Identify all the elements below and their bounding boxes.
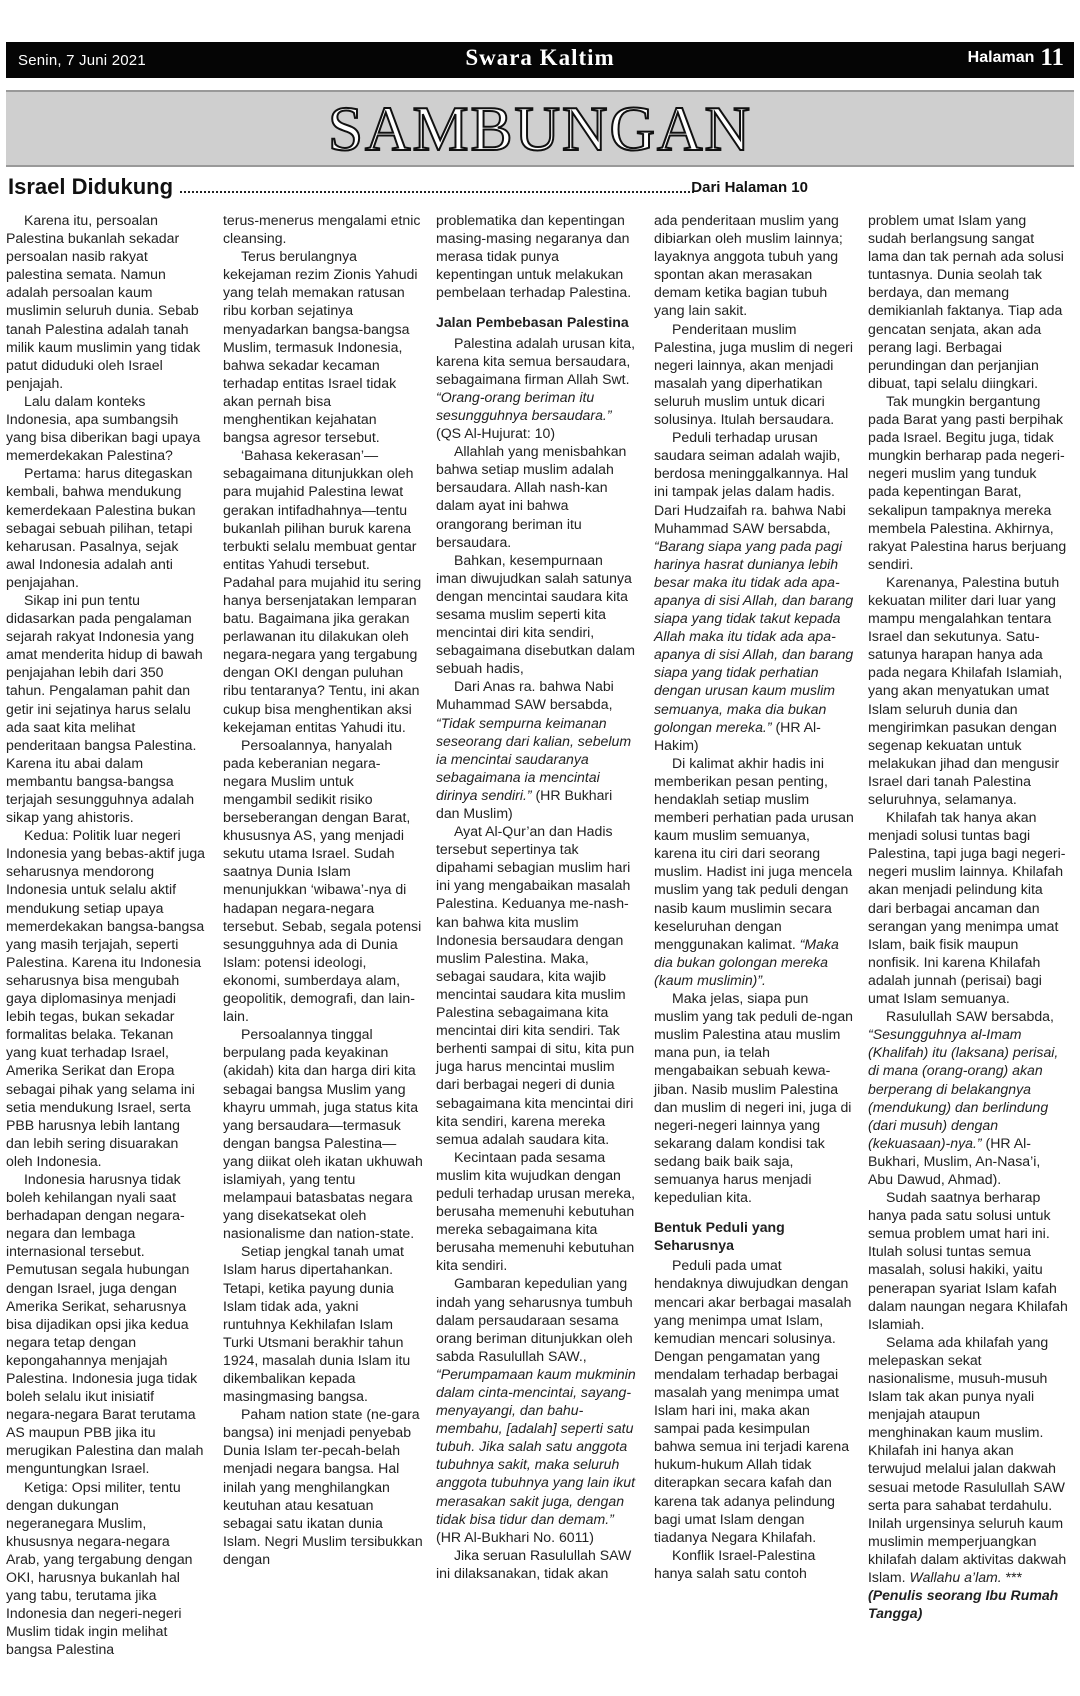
paragraph [436, 1274, 636, 1545]
citation: (HR Al-Hakim) [654, 718, 821, 753]
citation: (HR Al-Bukhari No. 6011) [436, 1528, 594, 1545]
text-column-3 [436, 211, 636, 1582]
paragraph-text: Sudah saatnya berharap hanya pada satu solusi untuk semua problem umat hari ini. Itulah solusi tuntas semua masalah, solusi hakiki, yaitu penerapan syariat Islam kafah dalam naungan negara Khilafah Islamiah. [868, 1189, 1068, 1332]
paragraph [6, 392, 206, 464]
paragraph-text: Lalu dalam konteks Indonesia, apa sumbangsih yang bisa diberikan bagi upaya memerdekakan Palestina? [6, 392, 201, 464]
citation: (QS Al-Hujurat: 10) [436, 425, 556, 442]
paragraph [654, 1546, 854, 1582]
paragraph-text: Palestina adalah urusan kita, karena kita semua bersaudara, sebagaimana firman Allah Swt. [436, 334, 635, 387]
paragraph-text: Rasulullah SAW bersabda, [886, 1008, 1054, 1025]
paragraph [436, 822, 636, 1148]
quotation: “Barang siapa yang pada pagi harinya hasrat dunianya lebih besar maka itu tidak ada apa-apanya di sisi Allah, dan barang siapa yang tidak takut kepada Allah maka itu tidak ada apa-apanya di sisi Allah, dan barang siapa yang tidak perhatian dengan urusan kaum muslim semuanya, maka dia bukan golongan mereka.” [654, 537, 854, 735]
paragraph-text: Indonesia harusnya tidak boleh kehilangan nyali saat berhadapan dengan negara-negara dan lembaga internasional tersebut. Pemutusan segala hubungan dengan Israel, juga dengan Amerika Serikat, seharusnya bisa dijadikan opsi jika kedua negara tetap dengan kepongahannya menjajah Palestina. Indonesia juga tidak boleh selalu ikut inisiatif negara-negara Barat terutama AS maupun PBB jika itu merugikan Palestina dan malah menguntungkan Israel. [6, 1170, 204, 1477]
text-column-1 [6, 211, 206, 1659]
paragraph [654, 989, 854, 1206]
paragraph [436, 1546, 636, 1582]
text-column-2 [223, 211, 423, 1568]
paragraph-text: Karena itu, persoalan Palestina bukanlah sekadar persoalan nasib rakyat palestina semata. Namun adalah persoalan kaum muslimin seluruh dunia. Sebab tanah Palestina adalah tanah milik kaum muslimin yang tidak patut diduduki oleh Israel penjajah. [6, 212, 201, 391]
text-column-4 [654, 211, 854, 1582]
paragraph [654, 211, 854, 320]
quotation: “Orang-orang beriman itu sesungguhnya bersaudara.” [436, 388, 612, 423]
paragraph-text: Di kalimat akhir hadis ini memberikan pesan penting, hendaklah setiap muslim memberi perhatian pada urusan kaum muslim semuanya, karena itu ciri dari seorang muslim. Hadist ini juga mencela muslim yang tak peduli dengan nasib kaum muslimin secara keseluruhan dengan menggunakan kalimat. [654, 754, 854, 952]
section-banner [6, 90, 1074, 167]
paragraph-text: Maka jelas, siapa pun muslim yang tak peduli de-ngan muslim Palestina atau muslim mana pun, ia telah mengabaikan sebuah kewa-jiban. Nasib muslim Palestina dan muslim di negeri ini, juga di negeri-negeri lainnya yang sekarang dalam kondisi tak sedang baik baik saja, semuanya harus menjadi kepedulian kita. [654, 990, 853, 1206]
section-title: SAMBUNGAN [327, 94, 753, 164]
paragraph [654, 428, 854, 754]
paragraph-text: Kecintaan pada sesama muslim kita wujudkan dengan peduli terhadap urusan mereka, berusaha memenuhi kebutuhan mereka sebagaimana kita berusaha memenuhi kebutuhan kita sendiri. [436, 1148, 636, 1274]
paragraph [6, 464, 206, 591]
paragraph-text: Selama ada khilafah yang melepaskan sekat nasionalisme, musuh-musuh Islam tak akan punya nyali menjajah ataupun menghinakan kaum muslim. Khilafah ini hanya akan terwujud melalui jalan dakwah sesuai metode Rasulullah SAW serta para sahabat terdahulu. Inilah urgensinya seluruh kaum muslimin memperjuangkan khilafah dalam aktivitas dakwah Islam. [868, 1333, 1067, 1586]
paragraph-text: Karenanya, Palestina butuh kekuatan militer dari luar yang mampu mengalahkan tentara Israel dan sekutunya. Satu-satunya harapan hanya ada pada negara Khilafah Islamiah, yang akan menyatukan umat Islam seluruh dunia dan mengirimkan pasukan dengan segenap kekuatan untuk melakukan jihad dan mengusir Israel dari tanah Palestina seluruhnya, selamanya. [868, 573, 1063, 807]
paragraph [6, 1170, 206, 1478]
paragraph [223, 247, 423, 446]
paragraph [654, 320, 854, 429]
paragraph-text: problematika dan kepentingan masing-masing negaranya dan merasa tidak punya kepentingan untuk melakukan pembelaan terhadap Palestina. [436, 212, 632, 301]
paragraph-text: ‘Bahasa kekerasan’—sebagaimana ditunjukkan oleh para mujahid Palestina lewat gerakan intifadhahnya—tentu bukanlah pilihan buruk karena terbukti selalu membuat gentar entitas Yahudi tersebut. Padahal para mujahid itu sering hanya bersenjatakan lemparan batu. Bagaimana jika gerakan perlawanan itu dilakukan oleh negara-negara yang tergabung dengan OKI dengan puluhan ribu tentaranya? Tentu, ini akan cukup bisa menghentikan aksi kekejaman entitas Yahudi itu. [223, 447, 422, 735]
subheading: Bentuk Peduli yang Seharusnya [654, 1219, 785, 1254]
paragraph [223, 1242, 423, 1405]
paragraph [436, 442, 636, 551]
paragraph [654, 1256, 854, 1546]
paragraph-text: Dari Anas ra. bahwa Nabi Muhammad SAW bersabda, [436, 678, 614, 713]
paragraph [6, 826, 206, 1170]
paragraph [868, 1333, 1068, 1586]
newspaper-name: Swara Kaltim [465, 45, 615, 70]
issue-date: Senin, 7 Juni 2021 [18, 52, 146, 69]
paragraph [868, 1007, 1068, 1188]
paragraph [6, 211, 206, 392]
paragraph [6, 1478, 206, 1659]
quotation: “Sesungguhnya al-Imam (Khalifah) itu (laksana) perisai, di mana (orang-orang) akan berperang di belakangnya (mendukung) dan berlindung (dari musuh) dengan (kekuasaan)-nya.” [868, 1026, 1059, 1151]
paragraph-text: Jika seruan Rasulullah SAW ini dilaksanakan, tidak akan [436, 1546, 632, 1581]
paragraph [868, 211, 1068, 392]
page-indicator [968, 44, 1064, 72]
paragraph-text: Ketiga: Opsi militer, tentu dengan dukungan negeranegara Muslim, khususnya negara-negara Arab, yang tergabung dengan OKI, harusnya bukanlah hal yang tabu, terutama jika Indonesia dan negeri-negeri Muslim tidak ingin melihat bangsa Palestina [6, 1478, 193, 1658]
paragraph [223, 1405, 423, 1568]
paragraph-text: Konflik Israel-Palestina hanya salah satu contoh [654, 1546, 816, 1581]
paragraph-text: Gambaran kepedulian yang indah yang seharusnya tumbuh dalam persaudaraan sesama orang beriman ditunjukkan oleh sabda Rasulullah SAW., [436, 1275, 633, 1364]
paragraph [6, 591, 206, 826]
subheading: Jalan Pembebasan Palestina [436, 314, 629, 331]
text-column-5 [868, 211, 1068, 1622]
article-kicker [6, 174, 1074, 202]
newspaper-header [6, 42, 1074, 78]
paragraph-text: Persoalannya, hanyalah pada keberanian negara-negara Muslim untuk mengambil sedikit risiko berseberangan dengan Barat, khususnya AS, yang menjadi sekutu utama Israel. Sudah saatnya Dunia Islam menunjukkan ‘wibawa’-nya di hadapan negara-negara tersebut. Sebab, segala potensi sesungguhnya ada di Dunia Islam: potensi ideologi, ekonomi, sumberdaya alam, geopolitik, demografi, dan lain-lain. [223, 736, 422, 1025]
paragraph [436, 1148, 636, 1275]
paragraph-text: Bahkan, kesempurnaan iman diwujudkan salah satunya dengan mencintai saudara kita sesama muslim seperti kita mencintai diri kita sendiri, sebagaimana disebutkan dalam sebuah hadis, [436, 551, 636, 677]
quotation: “Perumpamaan kaum mukminin dalam cinta-mencintai, sayang-menyayangi, dan bahu-membahu, [adalah] seperti satu tubuh. Jika salah satu anggota tubuhnya sakit, maka seluruh anggota tubuhnya yang lain ikut merasakan sakit juga, dengan tidak bisa tidur dan demam.” [436, 1365, 636, 1527]
paragraph [654, 754, 854, 989]
paragraph [868, 573, 1068, 808]
citation: (HR Al-Bukhari, Muslim, An-Nasa’i, Abu Dawud, Ahmad). [868, 1134, 1041, 1187]
page-number: 11 [1040, 44, 1064, 71]
paragraph [223, 736, 423, 1026]
paragraph-text: Paham nation state (ne-gara bangsa) ini menjadi penyebab Dunia Islam ter-pecah-belah menjadi negara bangsa. Hal inilah yang menghilangkan keutuhan atau kesatuan sebagai satu ikatan dunia Islam. Negri Muslim tersibukkan dengan [223, 1406, 423, 1567]
page-label: Halaman [967, 49, 1035, 66]
paragraph-text: Sikap ini pun tentu didasarkan pada pengalaman sejarah rakyat Indonesia yang amat menderita hidup di bawah penjajahan lebih dari 350 tahun. Pengalaman pahit dan getir ini sejatinya harus selalu ada saat kita melihat penderitaan bangsa Palestina. Karena itu abai dalam membantu bangsa-bangsa terjajah sesungguhnya adalah sikap yang ahistoris. [6, 591, 203, 826]
author-note: (Penulis seorang Ibu Rumah Tangga) [868, 1587, 1059, 1622]
paragraph-text: Peduli pada umat hendaknya diwujudkan dengan mencari akar berbagai masalah yang menimpa umat Islam, kemudian mencari solusinya. Dengan pengamatan yang mendalam terhadap berbagai masalah yang menimpa umat Islam hari ini, maka akan sampai pada kesimpulan bahwa semua ini terjadi karena hukum-hukum Allah tidak diterapkan secara kafah dan karena tak adanya pelindung bagi umat Islam dengan tiadanya Negara Khilafah. [654, 1257, 852, 1545]
paragraph-text: Terus berulangnya kekejaman rezim Zionis Yahudi yang telah memakan ratusan ribu korban sejatinya menyadarkan bangsa-bangsa Muslim, termasuk Indonesia, bahwa sekadar kecaman terhadap entitas Israel tidak akan pernah bisa menghentikan kejahatan bangsa agresor tersebut. [223, 248, 418, 446]
paragraph-text: Pertama: harus ditegaskan kembali, bahwa mendukung kemerdekaan Palestina bukan sebagai sebuah pilihan, tetapi keharusan. Pasalnya, sejak awal Indonesia adalah anti penjajahan. [6, 465, 196, 590]
paragraph-text: ada penderitaan muslim yang dibiarkan oleh muslim lainnya; layaknya anggota tubuh yang spontan akan merasakan demam ketika bagian tubuh yang lain sakit. [654, 212, 843, 319]
paragraph-text: Persoalannya tinggal berpulang pada keyakinan (akidah) kita dan harga diri kita sebagai bangsa Muslim yang khayru ummah, juga status kita yang bersaudara—termasuk dengan bangsa Palestina—yang diikat oleh ikatan ukhuwah islamiyah, yang tentu melampaui batasbatas negara yang disekatsekat oleh nasionalisme dan nation-state. [223, 1026, 423, 1242]
paragraph [868, 392, 1068, 573]
quotation: “Tidak sempurna keimanan seseorang dari kalian, sebelum ia mencintai saudaranya sebagaimana ia mencintai dirinya sendiri.” [436, 714, 632, 803]
paragraph-text: Allahlah yang menisbahkan bahwa setiap muslim adalah bersaudara. Allah nash-kan dalam ayat ini bahwa orangorang beriman itu bersaudara. [436, 443, 627, 550]
dotted-leader [180, 191, 694, 193]
paragraph-text: Setiap jengkal tanah umat Islam harus dipertahankan. Tetapi, ketika payung dunia Islam tidak ada, yakni runtuhnya Kekhilafan Islam Turki Utsmani berakhir tahun 1924, masalah dunia Islam itu dikembalikan kepada masingmasing bangsa. [223, 1243, 411, 1405]
paragraph-text: Tak mungkin bergantung pada Barat yang pasti berpihak pada Israel. Begitu juga, tidak mungkin berharap pada negeri-negeri muslim yang tunduk pada kepentingan Barat, sekalipun tampaknya mereka membela Palestina. Akhirnya, rakyat Palestina harus berjuang sendiri. [868, 392, 1067, 572]
quotation: Wallahu a’lam. [909, 1569, 1002, 1586]
paragraph-text: Penderitaan muslim Palestina, juga muslim di negeri negeri lainnya, akan menjadi masalah yang diperhatikan seluruh muslim untuk dicari solusinya. Itulah bersaudara. [654, 320, 853, 428]
paragraph [436, 551, 636, 678]
paragraph-text: problem umat Islam yang sudah berlangsung sangat lama dan tak pernah ada solusi tuntasnya. Dunia seolah tak berdaya, dan memang demikianlah faktanya. Tiap ada gencatan senjata, akan ada perang lagi. Berbagai perundingan dan perjanjian dibuat, tapi selalu diingkari. [868, 212, 1064, 391]
paragraph-text: Ayat Al-Qur’an dan Hadis tersebut sepertinya tak dipahami sebagian muslim hari ini yang mengabaikan masalah Palestina. Keduanya me-nash-kan bahwa kita muslim Indonesia bersaudara dengan muslim Palestina. Maka, sebagai saudara, kita wajib mencintai saudara kita muslim Palestina sebagaimana kita mencintai diri kita sendiri. Tak berhenti sampai di situ, kita pun juga harus mencintai muslim dari berbagai negeri di dunia sebagaimana kita mencintai diri kita sendiri, karena mereka semua adalah saudara kita. [436, 823, 635, 1147]
continued-from: Dari Halaman 10 [691, 179, 808, 196]
paragraph [868, 1188, 1068, 1333]
citation: *** [1005, 1569, 1023, 1586]
citation: (HR Bukhari dan Muslim) [436, 786, 613, 821]
article-title: Israel Didukung [8, 174, 174, 199]
paragraph [436, 677, 636, 822]
paragraph [223, 446, 423, 736]
paragraph-text: Khilafah tak hanya akan menjadi solusi tuntas bagi Palestina, tapi juga bagi negeri-negeri muslim lainnya. Khilafah akan menjadi pelindung kita dari berbagai ancaman dan serangan yang menimpa umat Islam, baik fisik maupun nonfisik. Ini karena Khilafah adalah junnah (perisai) bagi umat Islam semuanya. [868, 809, 1066, 1007]
paragraph [223, 1025, 423, 1242]
paragraph [868, 808, 1068, 1007]
paragraph [436, 211, 636, 301]
paragraph-text: Kedua: Politik luar negeri Indonesia yang bebas-aktif juga seharusnya mendorong Indonesia untuk selalu aktif mendukung setiap upaya memerdekakan bangsa-bangsa yang masih terjajah, seperti Palestina. Karena itu Indonesia seharusnya bisa mengubah gaya diplomasinya menjadi lebih tegas, bukan sekadar formalitas belaka. Tekanan yang kuat terhadap Israel, Amerika Serikat dan Eropa sebagai pihak yang selama ini setia mendukung Israel, serta PBB harusnya lebih lantang dan lebih sering disuarakan oleh Indonesia. [6, 827, 206, 1169]
paragraph [223, 211, 423, 247]
quotation: “Maka dia bukan golongan mereka (kaum muslimin)”. [654, 935, 839, 988]
paragraph-text: Peduli terhadap urusan saudara seiman adalah wajib, berdosa meninggalkannya. Hal ini tampak jelas dalam hadis. Dari Hudzaifah ra. bahwa Nabi Muhammad SAW bersabda, [654, 429, 849, 536]
paragraph [436, 334, 636, 443]
paragraph-text: terus-menerus mengalami etnic cleansing. [223, 212, 421, 247]
